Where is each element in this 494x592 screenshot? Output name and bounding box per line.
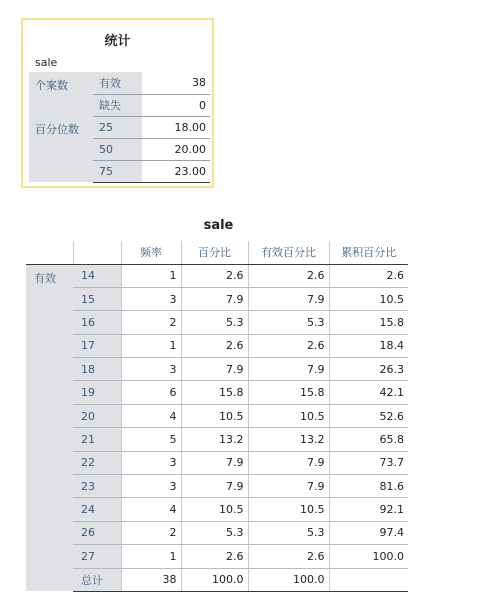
table-row — [26, 334, 408, 357]
cumulative-percent-cell: 10.5 — [329, 287, 408, 310]
table-row — [26, 428, 408, 451]
category-label: 24 — [73, 498, 121, 521]
cumulative-percent-cell: 81.6 — [329, 475, 408, 498]
valid-percent-cell: 7.9 — [248, 358, 329, 381]
cumulative-percent-cell: 92.1 — [329, 498, 408, 521]
table-row — [26, 358, 408, 381]
category-label: 14 — [73, 264, 121, 287]
frequency-cell: 3 — [121, 475, 181, 498]
statistics-value: 23.00 — [142, 160, 210, 182]
statistics-row — [29, 72, 210, 94]
frequency-cell: 3 — [121, 451, 181, 474]
category-label: 27 — [73, 545, 121, 568]
table-row — [26, 475, 408, 498]
percent-cell: 5.3 — [181, 311, 248, 334]
percent-cell: 10.5 — [181, 498, 248, 521]
category-label: 20 — [73, 404, 121, 427]
cumulative-percent-cell: 73.7 — [329, 451, 408, 474]
statistics-value: 20.00 — [142, 138, 210, 160]
statistics-table — [29, 72, 210, 183]
statistics-row-label: 有效 — [93, 72, 142, 94]
cumulative-percent-cell: 97.4 — [329, 521, 408, 544]
percent-cell: 13.2 — [181, 428, 248, 451]
frequency-title: sale — [203, 218, 234, 233]
valid-percent-cell: 15.8 — [248, 381, 329, 404]
total-row — [26, 568, 408, 591]
statistics-value: 18.00 — [142, 116, 210, 138]
frequency-cell: 4 — [121, 498, 181, 521]
category-label: 22 — [73, 451, 121, 474]
table-row — [26, 404, 408, 427]
header-cumulative-percent: 累积百分比 — [329, 241, 408, 264]
valid-percent-cell: 10.5 — [248, 404, 329, 427]
cumulative-percent-cell: 26.3 — [329, 358, 408, 381]
percent-cell: 15.8 — [181, 381, 248, 404]
percent-cell: 2.6 — [181, 264, 248, 287]
table-row — [26, 498, 408, 521]
table-row — [26, 311, 408, 334]
frequency-cell: 1 — [121, 264, 181, 287]
frequency-cell: 6 — [121, 381, 181, 404]
percent-cell: 7.9 — [181, 287, 248, 310]
table-row — [26, 381, 408, 404]
valid-percent-cell: 5.3 — [248, 521, 329, 544]
valid-percent-cell: 7.9 — [248, 287, 329, 310]
statistics-value: 0 — [142, 94, 210, 116]
statistics-group-label: 百分位数 — [29, 116, 93, 182]
percent-cell: 7.9 — [181, 451, 248, 474]
percent-cell: 5.3 — [181, 521, 248, 544]
frequency-cell: 4 — [121, 404, 181, 427]
valid-percent-cell: 13.2 — [248, 428, 329, 451]
cumulative-percent-cell: 15.8 — [329, 311, 408, 334]
frequency-cell: 5 — [121, 428, 181, 451]
frequency-table — [26, 241, 408, 592]
total-label: 总计 — [73, 568, 121, 591]
category-label: 26 — [73, 521, 121, 544]
cumulative-percent-cell: 65.8 — [329, 428, 408, 451]
frequency-cell: 3 — [121, 358, 181, 381]
percent-cell: 10.5 — [181, 404, 248, 427]
header-blank — [73, 241, 121, 264]
statistics-row-label: 50 — [93, 138, 142, 160]
category-label: 23 — [73, 475, 121, 498]
table-row — [26, 287, 408, 310]
frequency-cell: 1 — [121, 545, 181, 568]
statistics-title: 统计 — [104, 34, 131, 49]
frequency-cell: 1 — [121, 334, 181, 357]
valid-percent-cell: 10.5 — [248, 498, 329, 521]
percent-cell: 7.9 — [181, 358, 248, 381]
cumulative-percent-cell: 42.1 — [329, 381, 408, 404]
frequency-cell: 38 — [121, 568, 181, 591]
statistics-row-label: 25 — [93, 116, 142, 138]
category-label: 21 — [73, 428, 121, 451]
header-frequency: 频率 — [121, 241, 181, 264]
header-blank — [26, 241, 73, 264]
valid-percent-cell: 2.6 — [248, 334, 329, 357]
category-label: 19 — [73, 381, 121, 404]
category-label: 18 — [73, 358, 121, 381]
category-label: 17 — [73, 334, 121, 357]
valid-percent-cell: 7.9 — [248, 451, 329, 474]
category-label: 16 — [73, 311, 121, 334]
cumulative-percent-cell — [329, 568, 408, 591]
table-row — [26, 264, 408, 287]
valid-percent-cell: 100.0 — [248, 568, 329, 591]
header-percent: 百分比 — [181, 241, 248, 264]
table-row — [26, 451, 408, 474]
cumulative-percent-cell: 52.6 — [329, 404, 408, 427]
valid-percent-cell: 7.9 — [248, 475, 329, 498]
category-label: 15 — [73, 287, 121, 310]
percent-cell: 7.9 — [181, 475, 248, 498]
valid-group-label: 有效 — [26, 264, 73, 591]
valid-percent-cell: 2.6 — [248, 545, 329, 568]
cumulative-percent-cell: 100.0 — [329, 545, 408, 568]
statistics-row-label: 缺失 — [93, 94, 142, 116]
percent-cell: 2.6 — [181, 334, 248, 357]
statistics-group-label: 个案数 — [29, 72, 93, 116]
frequency-cell: 2 — [121, 521, 181, 544]
statistics-panel[interactable] — [21, 18, 214, 188]
percent-cell: 2.6 — [181, 545, 248, 568]
cumulative-percent-cell: 2.6 — [329, 264, 408, 287]
percent-cell: 100.0 — [181, 568, 248, 591]
frequency-cell: 3 — [121, 287, 181, 310]
statistics-row — [29, 116, 210, 138]
cumulative-percent-cell: 18.4 — [329, 334, 408, 357]
statistics-variable: sale — [35, 56, 58, 69]
table-row — [26, 521, 408, 544]
header-valid-percent: 有效百分比 — [248, 241, 329, 264]
frequency-cell: 2 — [121, 311, 181, 334]
statistics-row-label: 75 — [93, 160, 142, 182]
table-row — [26, 545, 408, 568]
statistics-value: 38 — [142, 72, 210, 94]
valid-percent-cell: 2.6 — [248, 264, 329, 287]
valid-percent-cell: 5.3 — [248, 311, 329, 334]
